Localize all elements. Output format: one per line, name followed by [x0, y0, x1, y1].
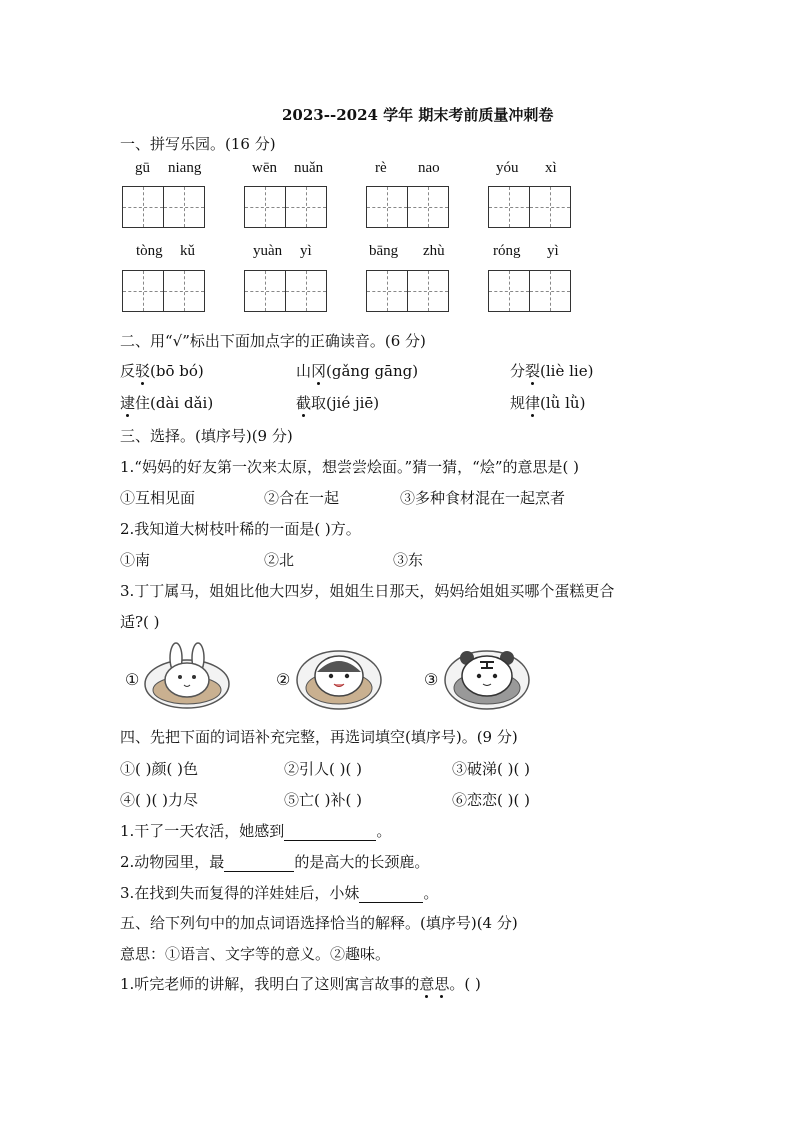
- pinyin: rè: [375, 160, 387, 176]
- pinyin: bāng: [369, 243, 399, 259]
- pinyin: yì: [300, 243, 312, 259]
- item-text: 规: [510, 394, 526, 412]
- pinyin: nuǎn: [294, 160, 324, 176]
- option[interactable]: ①南: [120, 551, 151, 569]
- section3-heading: 三、选择。(填序号)(9 分): [120, 427, 293, 445]
- section5-heading: 五、给下列句中的加点词语选择恰当的解释。(填序号)(4 分): [120, 914, 518, 932]
- idiom-item[interactable]: ①( )颜( )色: [120, 760, 198, 778]
- option[interactable]: ③多种食材混在一起烹者: [400, 489, 566, 507]
- question-text: 3.丁丁属马，姐姐比他大四岁，姐姐生日那天，妈妈给姐姐买哪个蛋糕更合: [120, 582, 615, 600]
- question-text: 1.干了一天农活，她感到: [120, 822, 285, 840]
- reading-item[interactable]: [120, 392, 213, 413]
- writing-grid[interactable]: [488, 186, 570, 228]
- dotted-char: 思: [434, 975, 450, 993]
- item-text: 反: [120, 362, 136, 380]
- item-options: (bō bó): [150, 362, 204, 380]
- section1-heading: 一、拼写乐园。(16 分): [120, 135, 276, 153]
- item-options: (gǎng gāng): [326, 362, 419, 380]
- item-options: 取(jié jiē): [311, 394, 380, 412]
- writing-grid[interactable]: [122, 270, 204, 312]
- item-options: (liè lie): [540, 362, 594, 380]
- question-suffix[interactable]: 。( ): [449, 975, 481, 993]
- pinyin: yuàn: [253, 243, 283, 259]
- answer-blank[interactable]: [284, 822, 376, 841]
- writing-grid[interactable]: [366, 270, 448, 312]
- pinyin: xì: [545, 160, 557, 176]
- reading-item[interactable]: [296, 392, 379, 413]
- dotted-char: 截: [296, 394, 312, 412]
- option[interactable]: ②合在一起: [264, 489, 340, 507]
- pinyin: zhù: [423, 243, 445, 259]
- idiom-item[interactable]: ②引人( )( ): [284, 760, 362, 778]
- idiom-item[interactable]: ⑤亡( )补( ): [284, 791, 362, 809]
- section2-heading: 二、用“√”标出下面加点字的正确读音。(6 分): [120, 332, 426, 350]
- pinyin: róng: [493, 243, 521, 259]
- item-options: 住(dài dǎi): [135, 394, 214, 412]
- question-text: 的是高大的长颈鹿。: [294, 853, 430, 871]
- item-options: (lǜ lǜ): [540, 394, 586, 412]
- pinyin: yóu: [496, 160, 519, 176]
- question-text: 2.我知道大树枝叶稀的一面是( )方。: [120, 520, 361, 538]
- pinyin: tòng: [136, 243, 163, 259]
- item-text: 分: [510, 362, 526, 380]
- reading-item[interactable]: [120, 360, 204, 381]
- rabbit-cake-image[interactable]: [142, 642, 232, 712]
- question-text: 。: [376, 822, 392, 840]
- cake-option-label[interactable]: ②: [276, 670, 291, 689]
- writing-grid[interactable]: [366, 186, 448, 228]
- fill-question: [120, 820, 391, 841]
- section4-heading: 四、先把下面的词语补充完整，再选词填空(填序号)。(9 分): [120, 728, 518, 746]
- dotted-char: 意: [419, 975, 435, 993]
- pinyin: kǔ: [180, 243, 195, 259]
- idiom-item[interactable]: ④( )( )力尽: [120, 791, 198, 809]
- question-text: [120, 973, 481, 994]
- page-title: 2023--2024 学年 期末考前质量冲刺卷: [282, 106, 554, 124]
- pinyin: nao: [418, 160, 440, 176]
- tiger-cake-image[interactable]: [442, 642, 532, 712]
- dotted-char: 驳: [135, 362, 151, 380]
- answer-blank[interactable]: [224, 853, 294, 872]
- writing-grid[interactable]: [244, 186, 326, 228]
- writing-grid[interactable]: [244, 270, 326, 312]
- writing-grid[interactable]: [122, 186, 204, 228]
- pinyin: niang: [168, 160, 202, 176]
- question-prefix: 1.听完老师的讲解，我明白了这则寓言故事的: [120, 975, 420, 993]
- cake-option-label[interactable]: ③: [424, 670, 439, 689]
- pinyin: gū: [135, 160, 150, 176]
- option[interactable]: ②北: [264, 551, 295, 569]
- dotted-char: 裂: [525, 362, 541, 380]
- dotted-char: 逮: [120, 394, 136, 412]
- cake-option-label[interactable]: ①: [125, 670, 140, 689]
- item-text: 山: [296, 362, 312, 380]
- reading-item[interactable]: [296, 360, 418, 381]
- idiom-item[interactable]: ③破涕( )( ): [452, 760, 530, 778]
- question-text: 。: [423, 884, 439, 902]
- fill-question: [120, 851, 429, 872]
- question-text: 适?( ): [120, 613, 160, 631]
- answer-blank[interactable]: [359, 884, 423, 903]
- reading-item[interactable]: [510, 360, 593, 381]
- idiom-item[interactable]: ⑥恋恋( )( ): [452, 791, 530, 809]
- monkey-cake-image[interactable]: [294, 642, 384, 712]
- fill-question: [120, 882, 438, 903]
- meaning-text: 意思：①语言、文字等的意义。②趣味。: [120, 945, 391, 963]
- dotted-char: 律: [525, 394, 541, 412]
- pinyin: wēn: [252, 160, 277, 176]
- dotted-char: 冈: [311, 362, 327, 380]
- question-text: 2.动物园里，最: [120, 853, 225, 871]
- question-text: 1.“妈妈的好友第一次来太原，想尝尝烩面。”猜一猜，“烩”的意思是( ): [120, 458, 579, 476]
- option[interactable]: ①互相见面: [120, 489, 196, 507]
- writing-grid[interactable]: [488, 270, 570, 312]
- option[interactable]: ③东: [393, 551, 424, 569]
- question-text: 3.在找到失而复得的洋娃娃后，小妹: [120, 884, 360, 902]
- pinyin: yì: [547, 243, 559, 259]
- reading-item[interactable]: [510, 392, 585, 413]
